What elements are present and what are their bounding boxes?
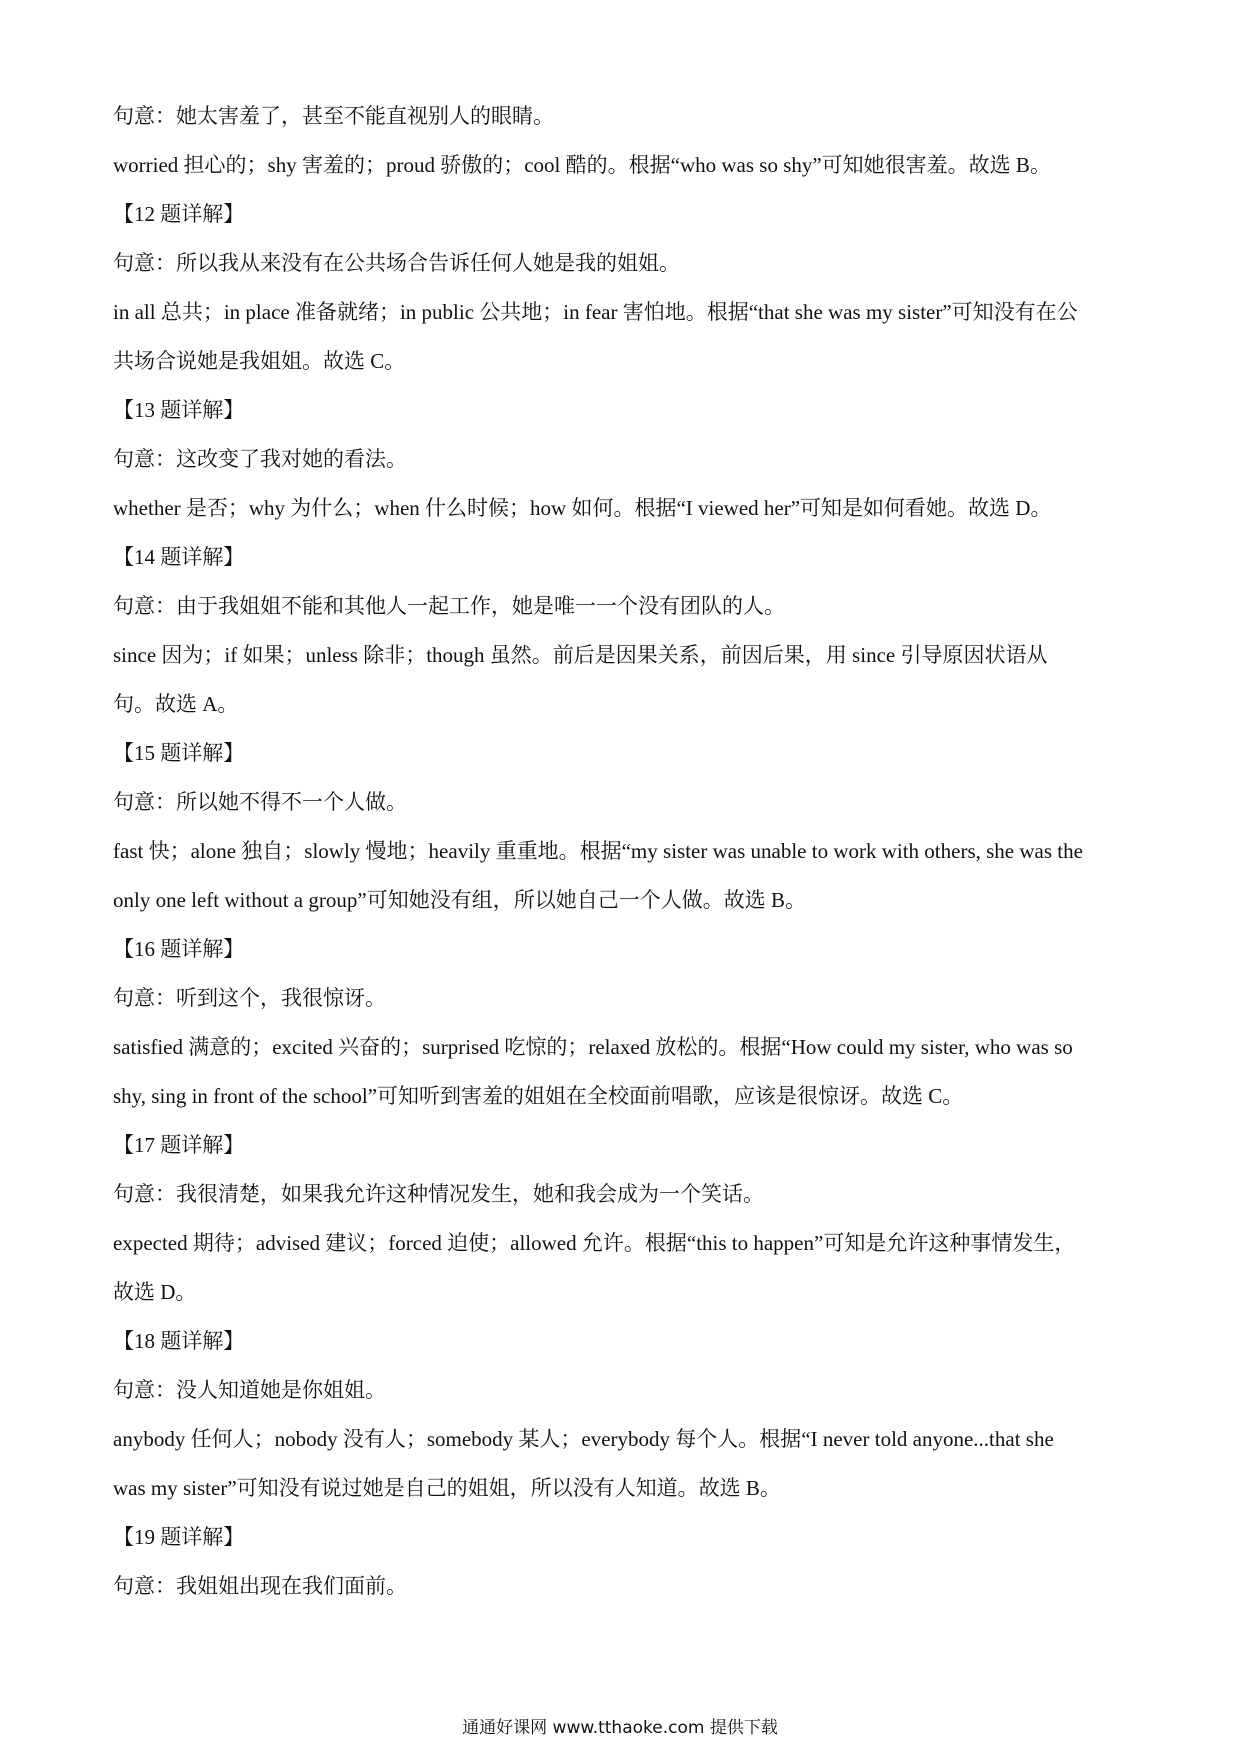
sentence-meaning-18: 句意：没人知道她是你姐姐。 — [113, 1378, 386, 1402]
explanation-14-line-1: since 因为；if 如果；unless 除非；though 虽然。前后是因果关系，前因后果，用 since 引导原因状语从 — [113, 643, 1048, 667]
explanation-18-line-1: anybody 任何人；nobody 没有人；somebody 某人；everybody 每个人。根据“I never told anyone...that she — [113, 1427, 1054, 1451]
question-12-heading: 【12 题详解】 — [113, 202, 245, 226]
sentence-meaning-16: 句意：听到这个，我很惊讶。 — [113, 986, 386, 1010]
question-16-heading: 【16 题详解】 — [113, 937, 245, 961]
explanation-16-line-1: satisfied 满意的；excited 兴奋的；surprised 吃惊的；relaxed 放松的。根据“How could my sister, who was so — [113, 1035, 1073, 1059]
explanation-16-line-2: shy, sing in front of the school”可知听到害羞的姐姐在全校面前唱歌，应该是很惊讶。故选 C。 — [113, 1084, 964, 1108]
explanation-13: whether 是否；why 为什么；when 什么时候；how 如何。根据“I viewed her”可知是如何看她。故选 D。 — [113, 496, 1052, 520]
question-14-heading: 【14 题详解】 — [113, 545, 245, 569]
sentence-meaning-12: 句意：所以我从来没有在公共场合告诉任何人她是我的姐姐。 — [113, 251, 680, 275]
question-15-heading: 【15 题详解】 — [113, 741, 245, 765]
sentence-meaning-14: 句意：由于我姐姐不能和其他人一起工作，她是唯一一个没有团队的人。 — [113, 594, 785, 618]
explanation-12-line-2: 共场合说她是我姐姐。故选 C。 — [113, 349, 406, 373]
question-19-heading: 【19 题详解】 — [113, 1525, 245, 1549]
page-footer: 通通好课网 www.tthaoke.com 提供下载 — [462, 1718, 778, 1738]
question-13-heading: 【13 题详解】 — [113, 398, 245, 422]
question-18-heading: 【18 题详解】 — [113, 1329, 245, 1353]
sentence-meaning-15: 句意：所以她不得不一个人做。 — [113, 790, 407, 814]
question-17-heading: 【17 题详解】 — [113, 1133, 245, 1157]
explanation-14-line-2: 句。故选 A。 — [113, 692, 239, 716]
explanation-12-line-1: in all 总共；in place 准备就绪；in public 公共地；in fear 害怕地。根据“that she was my sister”可知没有在公 — [113, 300, 1078, 324]
explanation-18-line-2: was my sister”可知没有说过她是自己的姐姐，所以没有人知道。故选 B。 — [113, 1476, 781, 1500]
explanation-15-line-1: fast 快；alone 独自；slowly 慢地；heavily 重重地。根据“my sister was unable to work with others, she was the — [113, 839, 1083, 863]
sentence-meaning-11: 句意：她太害羞了，甚至不能直视别人的眼睛。 — [113, 104, 554, 128]
sentence-meaning-13: 句意：这改变了我对她的看法。 — [113, 447, 407, 471]
explanation-15-line-2: only one left without a group”可知她没有组，所以她自己一个人做。故选 B。 — [113, 888, 806, 912]
explanation-17-line-2: 故选 D。 — [113, 1280, 197, 1304]
document-body — [113, 92, 1133, 1611]
explanation-17-line-1: expected 期待；advised 建议；forced 迫使；allowed 允许。根据“this to happen”可知是允许这种事情发生， — [113, 1231, 1076, 1255]
sentence-meaning-17: 句意：我很清楚，如果我允许这种情况发生，她和我会成为一个笑话。 — [113, 1182, 764, 1206]
explanation-11: worried 担心的；shy 害羞的；proud 骄傲的；cool 酷的。根据“who was so shy”可知她很害羞。故选 B。 — [113, 153, 1051, 177]
sentence-meaning-19: 句意：我姐姐出现在我们面前。 — [113, 1574, 407, 1598]
